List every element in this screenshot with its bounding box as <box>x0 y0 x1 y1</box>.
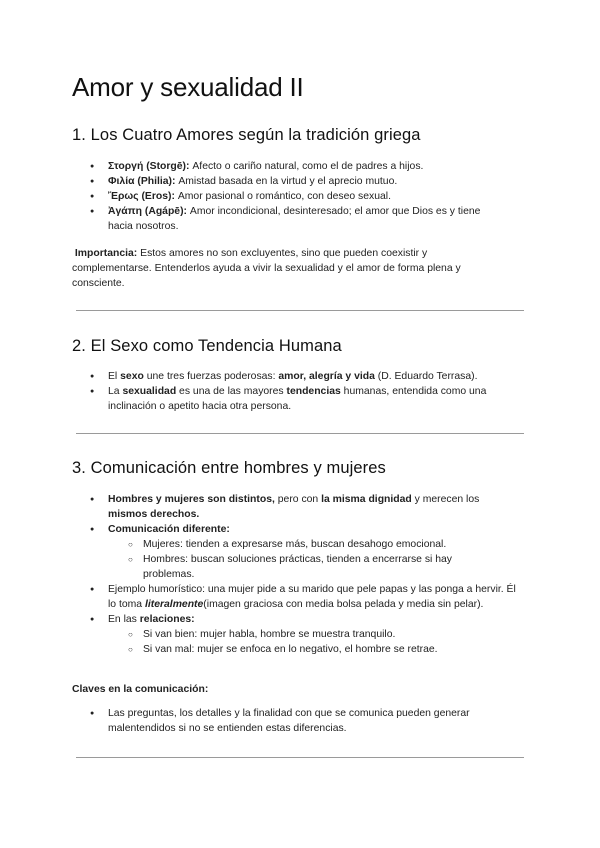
keys-label: Claves en la comunicación: <box>72 684 209 695</box>
list-item: ● Ἔρως (Eros): Amor pasional o romántico, con deseo sexual. <box>72 189 512 204</box>
list-item: ● Φιλία (Philia): Amistad basada en la virtud y el aprecio mutuo. <box>72 174 512 189</box>
list-item: ○ Si van mal: mujer se enfoca en lo negativo, el hombre se retrae. <box>108 642 517 657</box>
communication-list <box>72 492 517 657</box>
sublist <box>108 537 517 582</box>
list-item: ● Comunicación diferente: ○ Mujeres: tienden a expresarse más, buscan desahogo emocional. ○ Hombres: buscan soluciones prácticas, tienden a encerrarse si hay problemas. <box>72 522 517 582</box>
section-1-heading: 1. Los Cuatro Amores según la tradición griega <box>72 126 421 144</box>
list-item: ● El sexo une tres fuerzas poderosas: amor, alegría y vida (D. Eduardo Terrasa). <box>72 369 512 384</box>
list-item: ● Στοργή (Storgē): Afecto o cariño natural, como el de padres a hijos. <box>72 159 512 174</box>
list-item: ○ Mujeres: tienden a expresarse más, buscan desahogo emocional. <box>108 537 517 552</box>
list-item: ● Ἀγάπη (Agápē): Amor incondicional, desinteresado; el amor que Dios es y tiene hacia nosotros. <box>72 204 512 234</box>
divider <box>76 433 524 434</box>
list-item: ○ Hombres: buscan soluciones prácticas, tienden a encerrarse si hay problemas. <box>108 552 517 582</box>
list-item: ● En las relaciones: ○ Si van bien: mujer habla, hombre se muestra tranquilo. ○ Si van mal: mujer se enfoca en lo negativo, el hombre se retrae. <box>72 612 517 657</box>
sex-tendency-list <box>72 369 512 414</box>
list-item: ○ Si van bien: mujer habla, hombre se muestra tranquilo. <box>108 627 517 642</box>
page-title: Amor y sexualidad II <box>72 72 304 102</box>
four-loves-list <box>72 159 512 234</box>
list-item: ● La sexualidad es una de las mayores tendencias humanas, entendida como una inclinación o apetito hacia otra persona. <box>72 384 512 414</box>
section-2-heading: 2. El Sexo como Tendencia Humana <box>72 337 342 355</box>
divider <box>76 757 524 758</box>
importance-paragraph: Importancia: Estos amores no son excluyentes, sino que pueden coexistir y complementarse. Entenderlos ayuda a vivir la sexualidad y el amor de forma plena y consciente. <box>72 248 461 289</box>
list-item: ● Ejemplo humorístico: una mujer pide a su marido que pele papas y las ponga a hervir. Él lo toma literalmente(imagen graciosa con media bolsa pelada y media sin pelar). <box>72 582 517 612</box>
section-3-heading: 3. Comunicación entre hombres y mujeres <box>72 459 386 477</box>
divider <box>76 310 524 311</box>
keys-list <box>72 706 512 736</box>
list-item: ● Hombres y mujeres son distintos, pero con la misma dignidad y merecen los mismos derechos. <box>72 492 517 522</box>
list-item: ● Las preguntas, los detalles y la finalidad con que se comunica pueden generar malentendidos si no se entienden estas diferencias. <box>72 706 512 736</box>
sublist <box>108 627 517 657</box>
